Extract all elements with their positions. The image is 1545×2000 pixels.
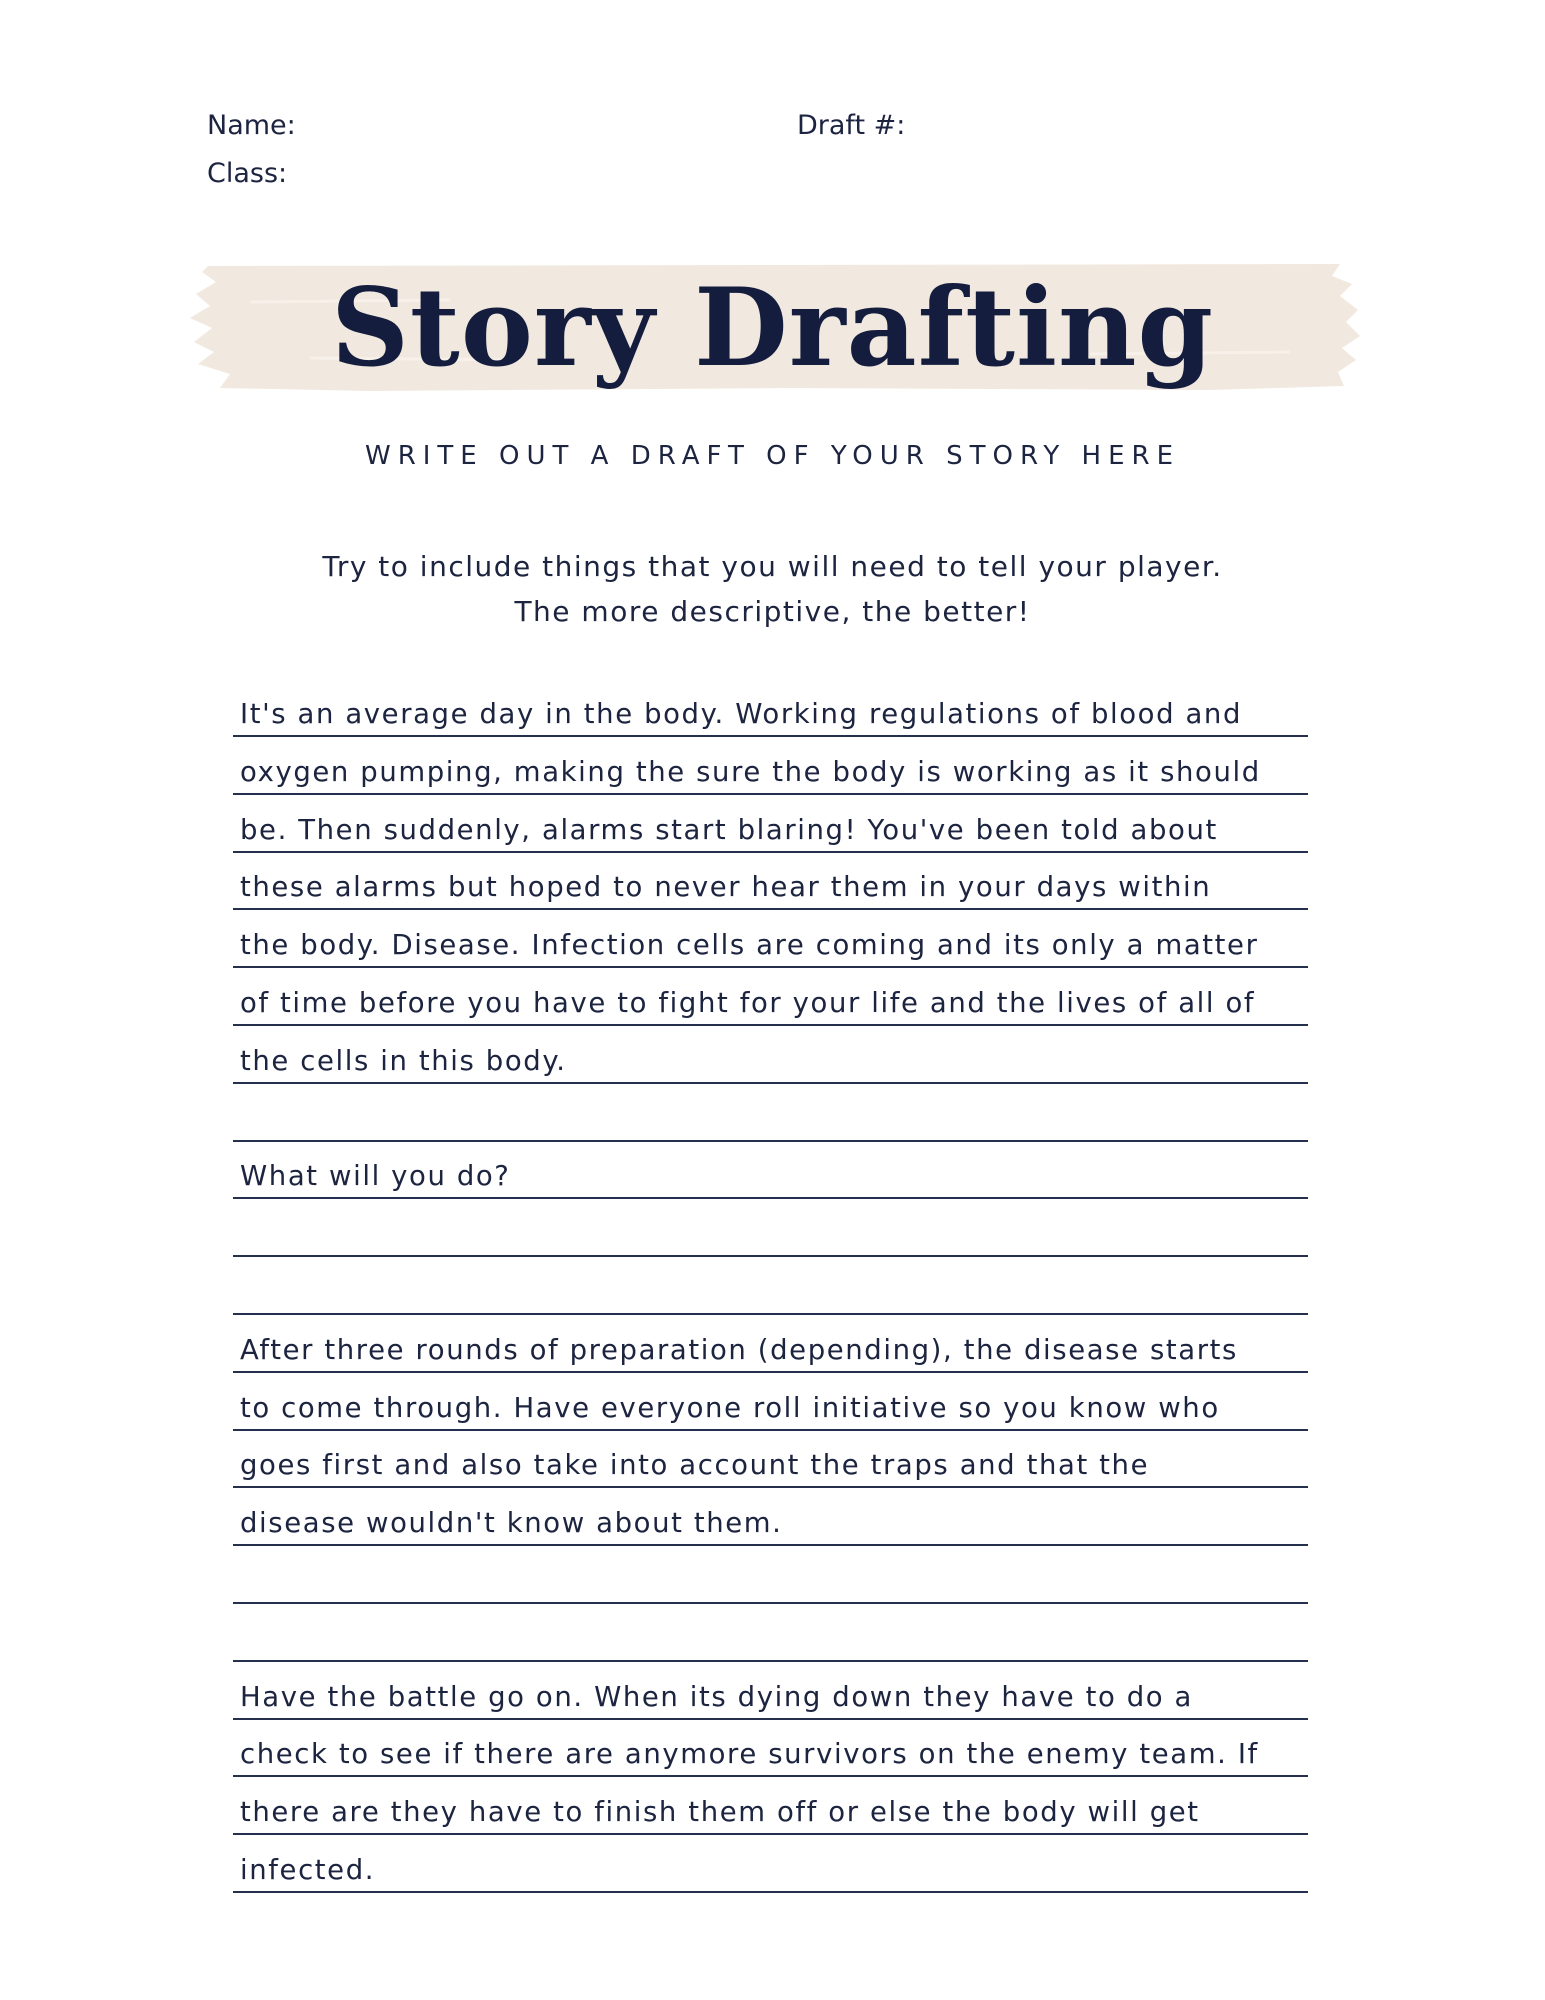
writing-line xyxy=(233,1833,1308,1835)
writing-line xyxy=(233,1775,1308,1777)
story-text-line: What will you do? xyxy=(240,1160,511,1192)
story-text-line: of time before you have to fight for your life and the lives of all of xyxy=(240,987,1256,1019)
writing-line xyxy=(233,1197,1308,1199)
story-text-line: these alarms but hoped to never hear them in your days within xyxy=(240,871,1212,903)
writing-line xyxy=(233,1140,1308,1142)
writing-line xyxy=(233,1602,1308,1604)
writing-line xyxy=(233,1891,1308,1893)
class-label: Class: xyxy=(207,158,288,189)
page-title: Story Drafting xyxy=(330,265,1215,391)
draft-number-label: Draft #: xyxy=(797,110,906,141)
writing-line xyxy=(233,1486,1308,1488)
intro-line-2: The more descriptive, the better! xyxy=(514,595,1031,628)
writing-line xyxy=(233,851,1308,853)
writing-line xyxy=(233,1429,1308,1431)
story-text-line: goes first and also take into account the traps and that the xyxy=(240,1449,1150,1481)
writing-line xyxy=(233,1371,1308,1373)
writing-line xyxy=(233,908,1308,910)
writing-line xyxy=(233,1082,1308,1084)
story-text-line: the cells in this body. xyxy=(240,1045,567,1077)
story-text-line: oxygen pumping, making the sure the body is working as it should xyxy=(240,756,1261,788)
story-text-line: disease wouldn't know about them. xyxy=(240,1507,783,1539)
writing-line xyxy=(233,1660,1308,1662)
story-text-line: It's an average day in the body. Working regulations of blood and xyxy=(240,698,1243,730)
story-text-line: there are they have to finish them off or else the body will get xyxy=(240,1796,1200,1828)
name-label: Name: xyxy=(207,110,296,141)
story-text-line: be. Then suddenly, alarms start blaring! You've been told about xyxy=(240,814,1218,846)
writing-line xyxy=(233,966,1308,968)
writing-line xyxy=(233,1255,1308,1257)
writing-line xyxy=(233,793,1308,795)
story-text-line: After three rounds of preparation (depending), the disease starts xyxy=(240,1334,1238,1366)
writing-line xyxy=(233,1718,1308,1720)
story-text-line: the body. Disease. Infection cells are coming and its only a matter xyxy=(240,929,1259,961)
story-text-line: infected. xyxy=(240,1854,376,1886)
writing-line xyxy=(233,1024,1308,1026)
writing-line xyxy=(233,1544,1308,1546)
intro-line-1: Try to include things that you will need to tell your player. xyxy=(322,550,1223,583)
story-text-line: check to see if there are anymore survivors on the enemy team. If xyxy=(240,1738,1259,1770)
story-text-line: Have the battle go on. When its dying down they have to do a xyxy=(240,1681,1193,1713)
story-text-line: to come through. Have everyone roll initiative so you know who xyxy=(240,1392,1220,1424)
writing-line xyxy=(233,1313,1308,1315)
writing-line xyxy=(233,735,1308,737)
subtitle: WRITE OUT A DRAFT OF YOUR STORY HERE xyxy=(364,441,1180,471)
